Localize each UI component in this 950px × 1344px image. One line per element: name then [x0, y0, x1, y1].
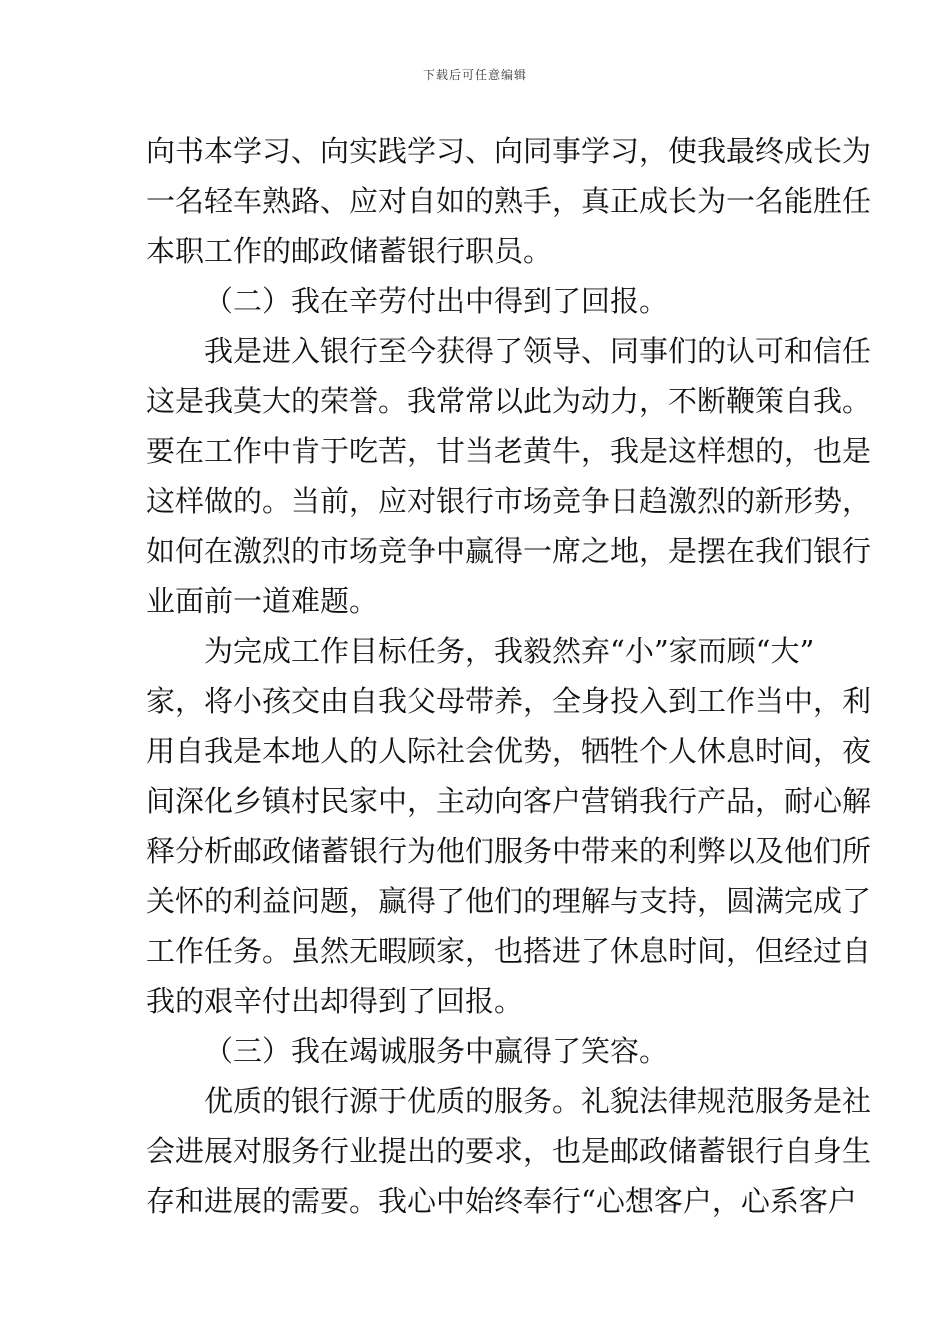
text-line: 释分析邮政储蓄银行为他们服务中带来的利弊以及他们所: [146, 834, 872, 868]
text-line: 要在工作中肯于吃苦，甘当老黄牛，我是这样想的，也是: [146, 434, 872, 468]
document-body: [146, 126, 872, 1226]
text-line: 一名轻车熟路、应对自如的熟手，真正成长为一名能胜任: [146, 184, 872, 218]
text-line: 用自我是本地人的人际社会优势，牺牲个人休息时间，夜: [146, 734, 872, 768]
text-line: 会进展对服务行业提出的要求，也是邮政储蓄银行自身生: [146, 1134, 872, 1168]
page-header: 下载后可任意编辑: [422, 68, 527, 82]
text-line: 家，将小孩交由自我父母带养，全身投入到工作当中，利: [146, 684, 872, 718]
section-heading-3: （三）我在竭诚服务中赢得了笑容。: [204, 1034, 669, 1068]
text-line: 如何在激烈的市场竞争中赢得一席之地，是摆在我们银行: [146, 534, 872, 568]
paragraph-start: 我是进入银行至今获得了领导、同事们的认可和信任: [204, 334, 872, 368]
text-line: 存和进展的需要。我心中始终奉行“心想客户，心系客户: [146, 1184, 857, 1218]
text-line: 关怀的利益问题，赢得了他们的理解与支持，圆满完成了: [146, 884, 872, 918]
text-line: 本职工作的邮政储蓄银行职员。: [146, 234, 553, 268]
text-line: 向书本学习、向实践学习、向同事学习，使我最终成长为: [146, 134, 872, 168]
text-line: 这是我莫大的荣誉。我常常以此为动力，不断鞭策自我。: [146, 384, 872, 418]
text-line: 间深化乡镇村民家中，主动向客户营销我行产品，耐心解: [146, 784, 872, 818]
text-line: 我的艰辛付出却得到了回报。: [146, 984, 524, 1018]
text-line: 业面前一道难题。: [146, 584, 379, 618]
text-line: 这样做的。当前，应对银行市场竞争日趋激烈的新形势，: [146, 484, 872, 518]
paragraph-start: 优质的银行源于优质的服务。礼貌法律规范服务是社: [204, 1084, 872, 1118]
text-line: 工作任务。虽然无暇顾家，也搭进了休息时间，但经过自: [146, 934, 872, 968]
paragraph-start: 为完成工作目标任务，我毅然弃“小”家而顾“大”: [204, 634, 815, 668]
section-heading-2: （二）我在辛劳付出中得到了回报。: [204, 284, 669, 318]
